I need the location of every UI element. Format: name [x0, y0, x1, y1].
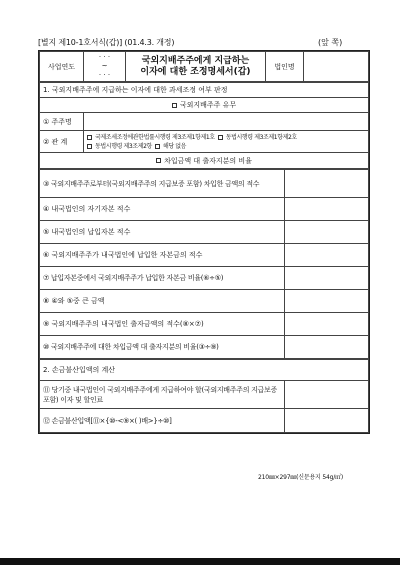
section1-heading: 1. 국외지배주주에 지급하는 이자에 대한 과세조정 여부 판정: [40, 83, 369, 98]
item-11-label: ⑪ 당기중 내국법인이 국외지배주주에게 지급하여야 할(국외지배주주의 지급보증 포함) 이자 및 할인료: [40, 381, 285, 409]
shareholder-name-label: ① 주주명: [40, 113, 84, 131]
item-10-value[interactable]: [285, 336, 369, 359]
item-11-value[interactable]: [285, 381, 369, 409]
relation-option-4: 해당 없음: [162, 142, 187, 150]
item-7-label: ⑦ 납입자본중에서 국외지배주주가 납입한 자본금 비율(⑥÷⑤): [40, 267, 285, 290]
period-sep: ~: [101, 62, 108, 70]
item-6-label: ⑥ 국외지배주주가 내국법인에 납입한 자본금의 적수: [40, 244, 285, 267]
section1-items: [39, 169, 369, 359]
form-title-line1: 국외지배주주에게 지급하는: [141, 55, 250, 66]
section2: [39, 359, 369, 433]
item-12-label: ⑫ 손금불산입액[⑪×{⑩-<⑨×( )배>}÷⑩]: [40, 409, 285, 433]
section2-heading: 2. 손금불산입액의 계산: [40, 360, 369, 381]
ratio-subheading-row: [40, 153, 369, 169]
relation-option-2: 동법시행령 제3조제1항제2호: [225, 133, 297, 141]
form-title: [126, 52, 266, 82]
item-5-value[interactable]: [285, 221, 369, 244]
item-7-value[interactable]: [285, 267, 369, 290]
relation-option-3: 동법시행령 제3조제2항: [95, 142, 152, 150]
item-4-value[interactable]: [285, 198, 369, 221]
corp-name-field[interactable]: [304, 52, 369, 82]
adjustment-form: [38, 50, 370, 434]
section1: [39, 82, 369, 169]
item-4-label: ④ 내국법인의 자기자본 적수: [40, 198, 285, 221]
relation-option-3-checkbox[interactable]: [87, 144, 92, 149]
corp-name-label: 법인명: [266, 52, 304, 82]
shareholder-presence-label: 국외지배주주 유무: [179, 101, 237, 109]
relation-option-1: 국제조세조정에관한법률시행령 제3조제1항제1호: [95, 133, 215, 141]
period-value[interactable]: [84, 52, 126, 82]
item-5-label: ⑤ 내국법인의 납입자본 적수: [40, 221, 285, 244]
relation-label: ② 관 계: [40, 131, 84, 153]
period-start: · · ·: [98, 53, 111, 61]
period-label: 사업연도: [40, 52, 84, 82]
item-8-value[interactable]: [285, 290, 369, 313]
title-block: [39, 51, 369, 82]
shareholder-presence-row: [40, 98, 369, 113]
relation-option-2-checkbox[interactable]: [218, 135, 223, 140]
item-12-value[interactable]: [285, 409, 369, 433]
relation-option-1-checkbox[interactable]: [87, 135, 92, 140]
item-9-value[interactable]: [285, 313, 369, 336]
item-10-label: ⑩ 국외지배주주에 대한 차입금액 대 출자지분의 비율(③÷⑨): [40, 336, 285, 359]
relation-option-4-checkbox[interactable]: [155, 144, 160, 149]
item-8-label: ⑧ ④와 ⑤중 큰 금액: [40, 290, 285, 313]
shareholder-name-field[interactable]: [84, 113, 369, 131]
form-title-line2: 이자에 대한 조정명세서(갑): [140, 66, 251, 77]
item-9-label: ⑨ 국외지배주주의 내국법인 출자금액의 적수(⑧×⑦): [40, 313, 285, 336]
form-id: [별지 제10-1호서식(갑)] (01.4.3. 개정): [38, 38, 175, 47]
item-6-value[interactable]: [285, 244, 369, 267]
ratio-subheading: 차입금액 대 출자지분의 비율: [164, 156, 252, 165]
page-bottom-border: [0, 558, 400, 565]
paper-size-note: 210㎜×297㎜(신문용지 54g/㎡): [258, 474, 343, 481]
ratio-checkbox[interactable]: [156, 158, 161, 163]
period-end: · · ·: [98, 71, 111, 79]
shareholder-presence-checkbox[interactable]: [172, 103, 177, 108]
item-3-value[interactable]: [285, 170, 369, 198]
item-3-label: ③ 국외지배주주로부터(국외지배주주의 지급보증 포함) 차입한 금액의 적수: [40, 170, 285, 198]
relation-options: [84, 131, 369, 153]
page-marker: (앞 쪽): [318, 38, 343, 47]
